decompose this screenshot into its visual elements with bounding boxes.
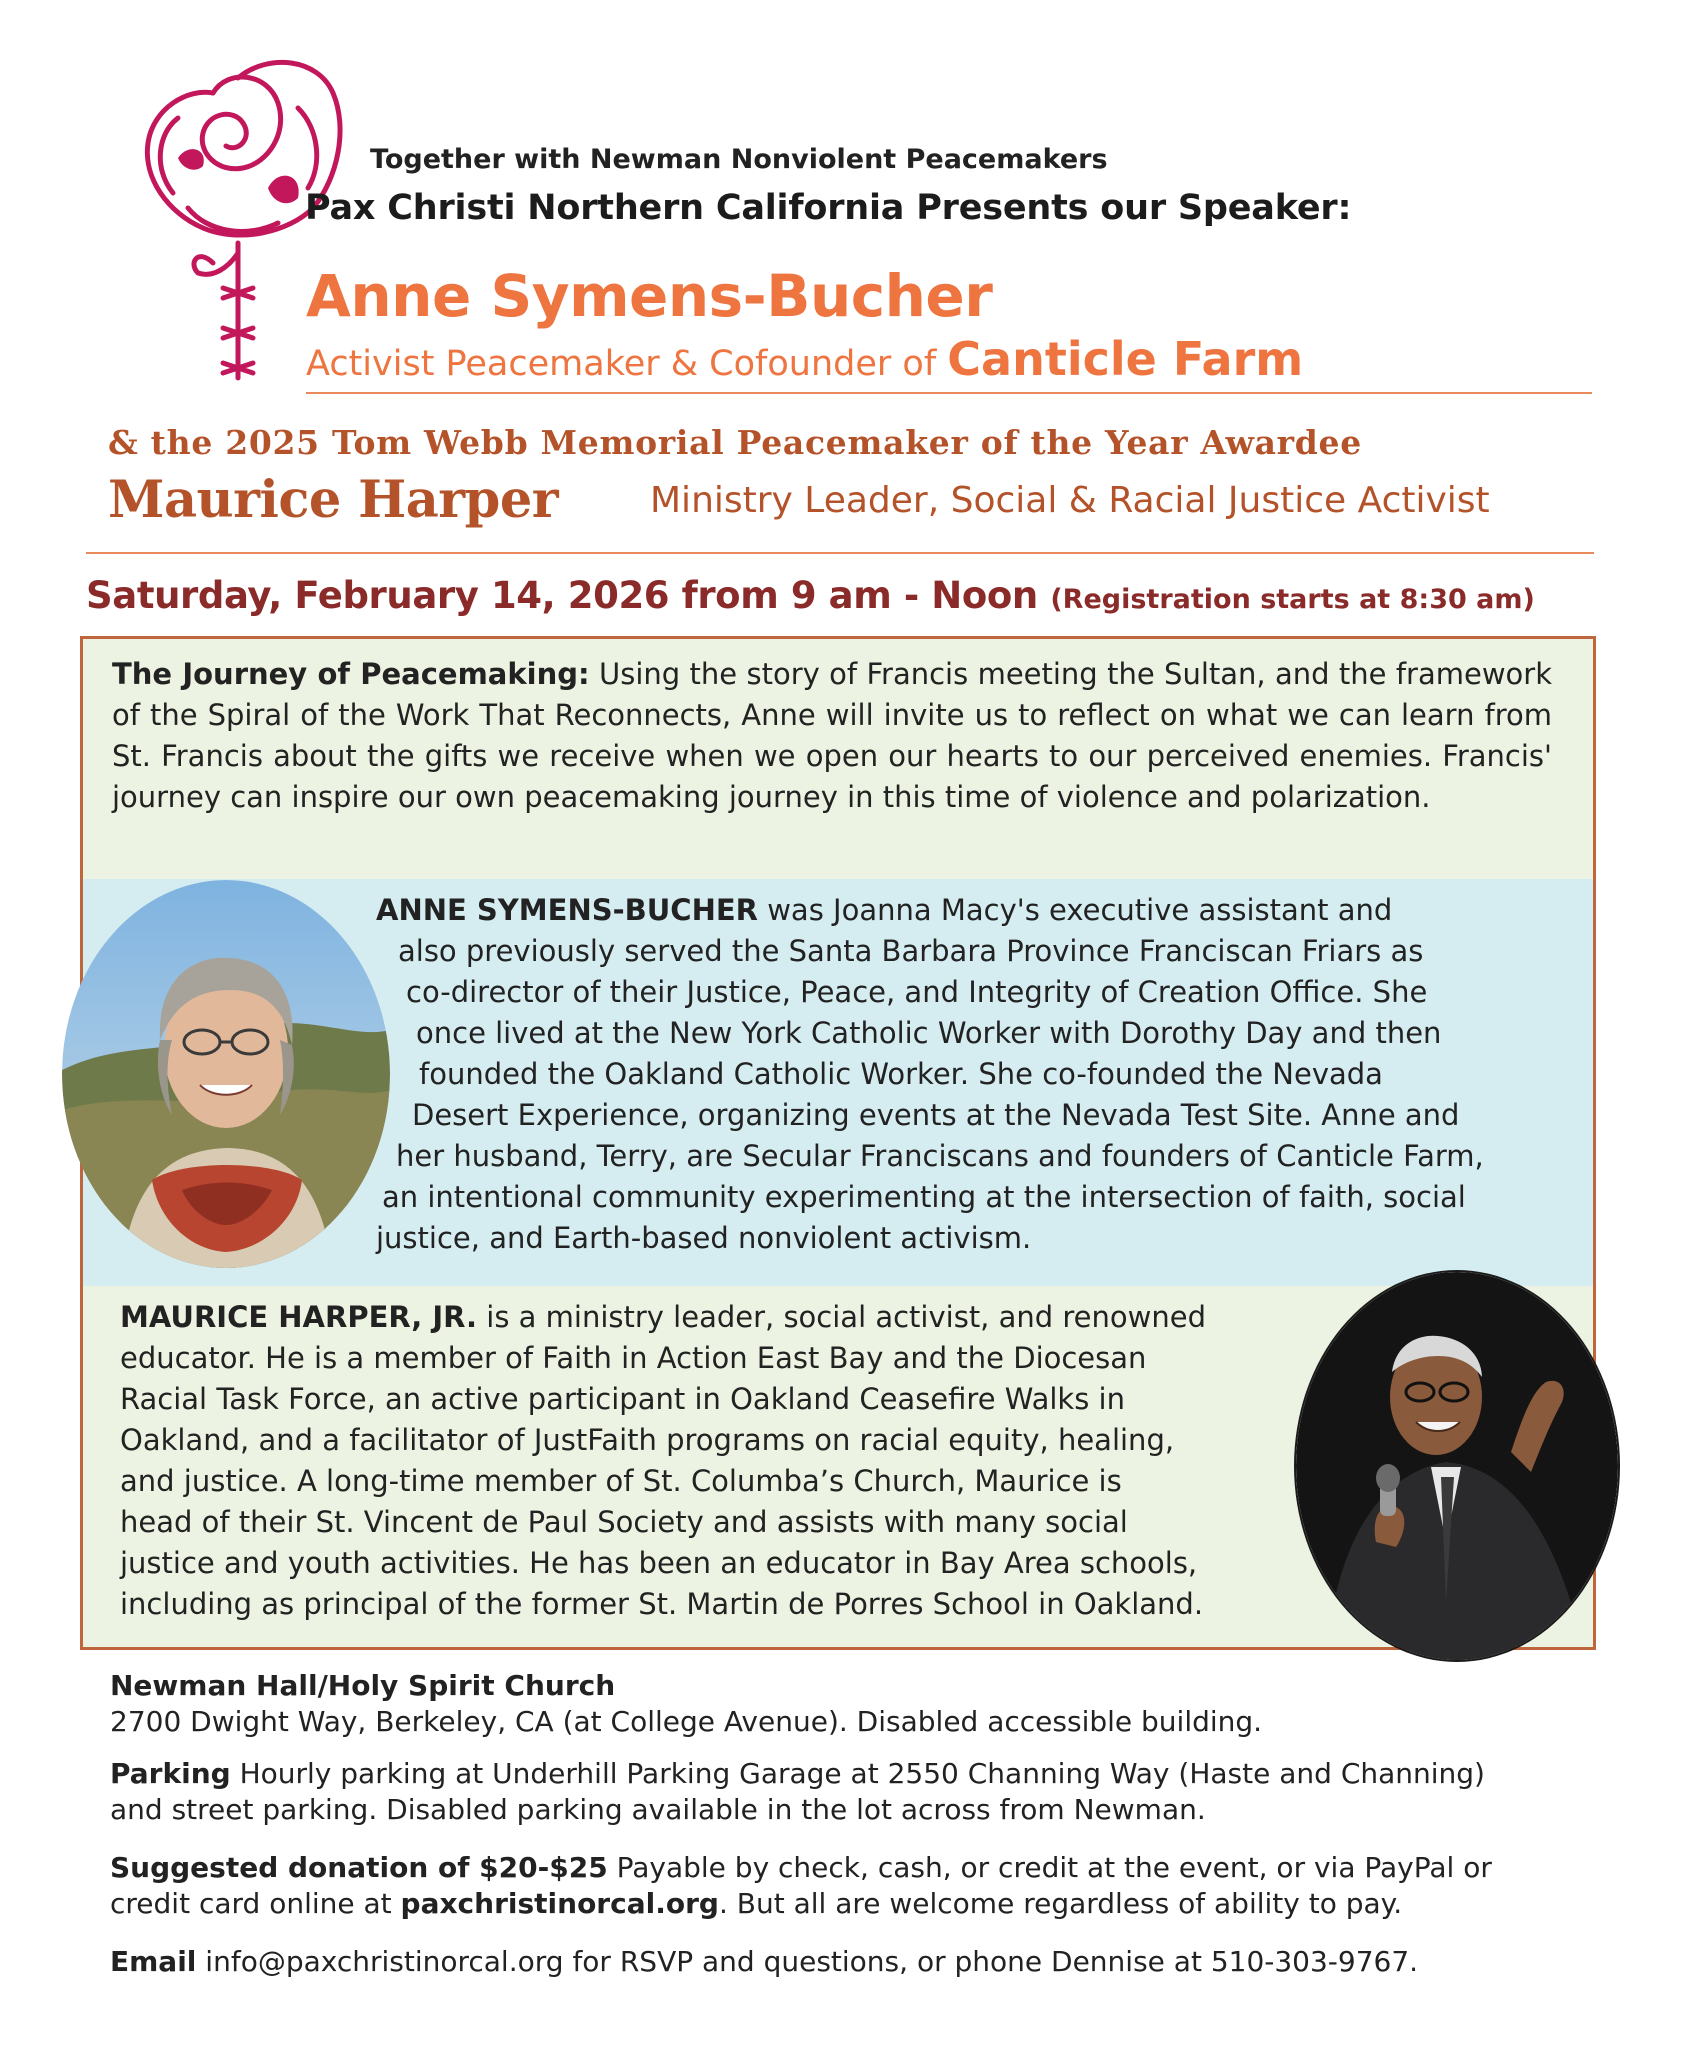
together-with-text: Together with Newman Nonviolent Peacemakers: [370, 144, 1108, 175]
contact-block: [110, 1944, 1418, 1980]
event-date-text: Saturday, February 14, 2026 from 9 am - Noon: [86, 574, 1038, 617]
registration-note: (Registration starts at 8:30 am): [1050, 584, 1535, 615]
anne-bio-line: was Joanna Macy's executive assistant and: [757, 893, 1393, 927]
maurice-bio-line: is a ministry leader, social activist, and renowned: [477, 1300, 1206, 1334]
email-label: Email: [110, 1945, 197, 1978]
maurice-bio-line: justice and youth activities. He has been an educator in Bay Area schools,: [120, 1546, 1198, 1580]
maurice-bio-lead: MAURICE HARPER, JR.: [120, 1300, 478, 1334]
speaker-role-text: Activist Peacemaker & Cofounder of: [306, 344, 937, 384]
website-link[interactable]: paxchristinorcal.org: [400, 1887, 719, 1920]
anne-bio-line: founded the Oakland Catholic Worker. She co-founded the Nevada: [419, 1057, 1383, 1091]
donation-text: Payable by check, cash, or credit at the event, or via PayPal or: [607, 1851, 1492, 1884]
journey-description: [112, 654, 1552, 818]
donation-block: [110, 1850, 1492, 1922]
speaker-name: Anne Symens-Bucher: [306, 262, 993, 330]
anne-bio-line: once lived at the New York Catholic Worker with Dorothy Day and then: [416, 1016, 1442, 1050]
donation-text-2: credit card online at: [110, 1887, 401, 1920]
maurice-bio-line: educator. He is a member of Faith in Action East Bay and the Diocesan: [120, 1341, 1147, 1375]
maurice-bio-line: head of their St. Vincent de Paul Society and assists with many social: [120, 1505, 1128, 1539]
venue-name: Newman Hall/Holy Spirit Church: [110, 1669, 616, 1702]
parking-text-2: and street parking. Disabled parking available in the lot across from Newman.: [110, 1793, 1206, 1826]
canticle-farm-text: Canticle Farm: [947, 332, 1304, 386]
anne-bio-line: justice, and Earth-based nonviolent activism.: [376, 1221, 1032, 1255]
maurice-photo: [1296, 1272, 1618, 1660]
divider-middle: [86, 552, 1594, 554]
anne-bio-lead: ANNE SYMENS-BUCHER: [376, 893, 758, 927]
donation-text-3: . But all are welcome regardless of ability to pay.: [718, 1887, 1403, 1920]
awardee-name: Maurice Harper: [108, 470, 559, 530]
anne-bio-line: co-director of their Justice, Peace, and Integrity of Creation Office. She: [406, 975, 1428, 1009]
event-date: [86, 574, 1535, 617]
parking-label: Parking: [110, 1757, 231, 1790]
parking-block: [110, 1756, 1485, 1828]
journey-body: Using the story of Francis meeting the Sultan, and the framework of the Spiral of the Work That Reconnects, Anne will invite us to reflect on what we can learn from St. Francis about the gifts we receive when we open our hearts to our perceived enemies. Francis' journey can inspire our own peacemaking journey in this time of violence and polarization.: [112, 657, 1553, 814]
venue-block: [110, 1668, 1262, 1740]
parking-text: Hourly parking at Underhill Parking Garage at 2550 Channing Way (Haste and Channing): [230, 1757, 1485, 1790]
anne-bio-line: her husband, Terry, are Secular Franciscans and founders of Canticle Farm,: [396, 1139, 1484, 1173]
award-line: & the 2025 Tom Webb Memorial Peacemaker of the Year Awardee: [108, 423, 1362, 462]
maurice-bio-line: and justice. A long-time member of St. Columba’s Church, Maurice is: [120, 1464, 1122, 1498]
anne-bio-line: also previously served the Santa Barbara Province Franciscan Friars as: [398, 934, 1424, 968]
divider-top: [306, 392, 1592, 394]
venue-address: 2700 Dwight Way, Berkeley, CA (at College Avenue). Disabled accessible building.: [110, 1705, 1263, 1738]
maurice-bio-line: Racial Task Force, an active participant in Oakland Ceasefire Walks in: [120, 1382, 1125, 1416]
maurice-bio-line: including as principal of the former St. Martin de Porres School in Oakland.: [120, 1587, 1204, 1621]
presents-heading: Pax Christi Northern California Presents our Speaker:: [305, 188, 1352, 228]
maurice-bio-line: Oakland, and a facilitator of JustFaith programs on racial equity, healing,: [120, 1423, 1175, 1457]
donation-label: Suggested donation of $20-$25: [110, 1851, 608, 1884]
maurice-bio: [120, 1297, 1206, 1625]
journey-lead: The Journey of Peacemaking:: [112, 657, 590, 691]
anne-bio: [300, 890, 1484, 1259]
anne-bio-line: Desert Experience, organizing events at the Nevada Test Site. Anne and: [412, 1098, 1460, 1132]
contact-text[interactable]: info@paxchristinorcal.org for RSVP and questions, or phone Dennise at 510-303-9767.: [196, 1945, 1419, 1978]
awardee-role: Ministry Leader, Social & Racial Justice Activist: [650, 480, 1490, 521]
anne-bio-line: an intentional community experimenting at the intersection of faith, social: [382, 1180, 1466, 1214]
speaker-role: [306, 332, 1303, 386]
